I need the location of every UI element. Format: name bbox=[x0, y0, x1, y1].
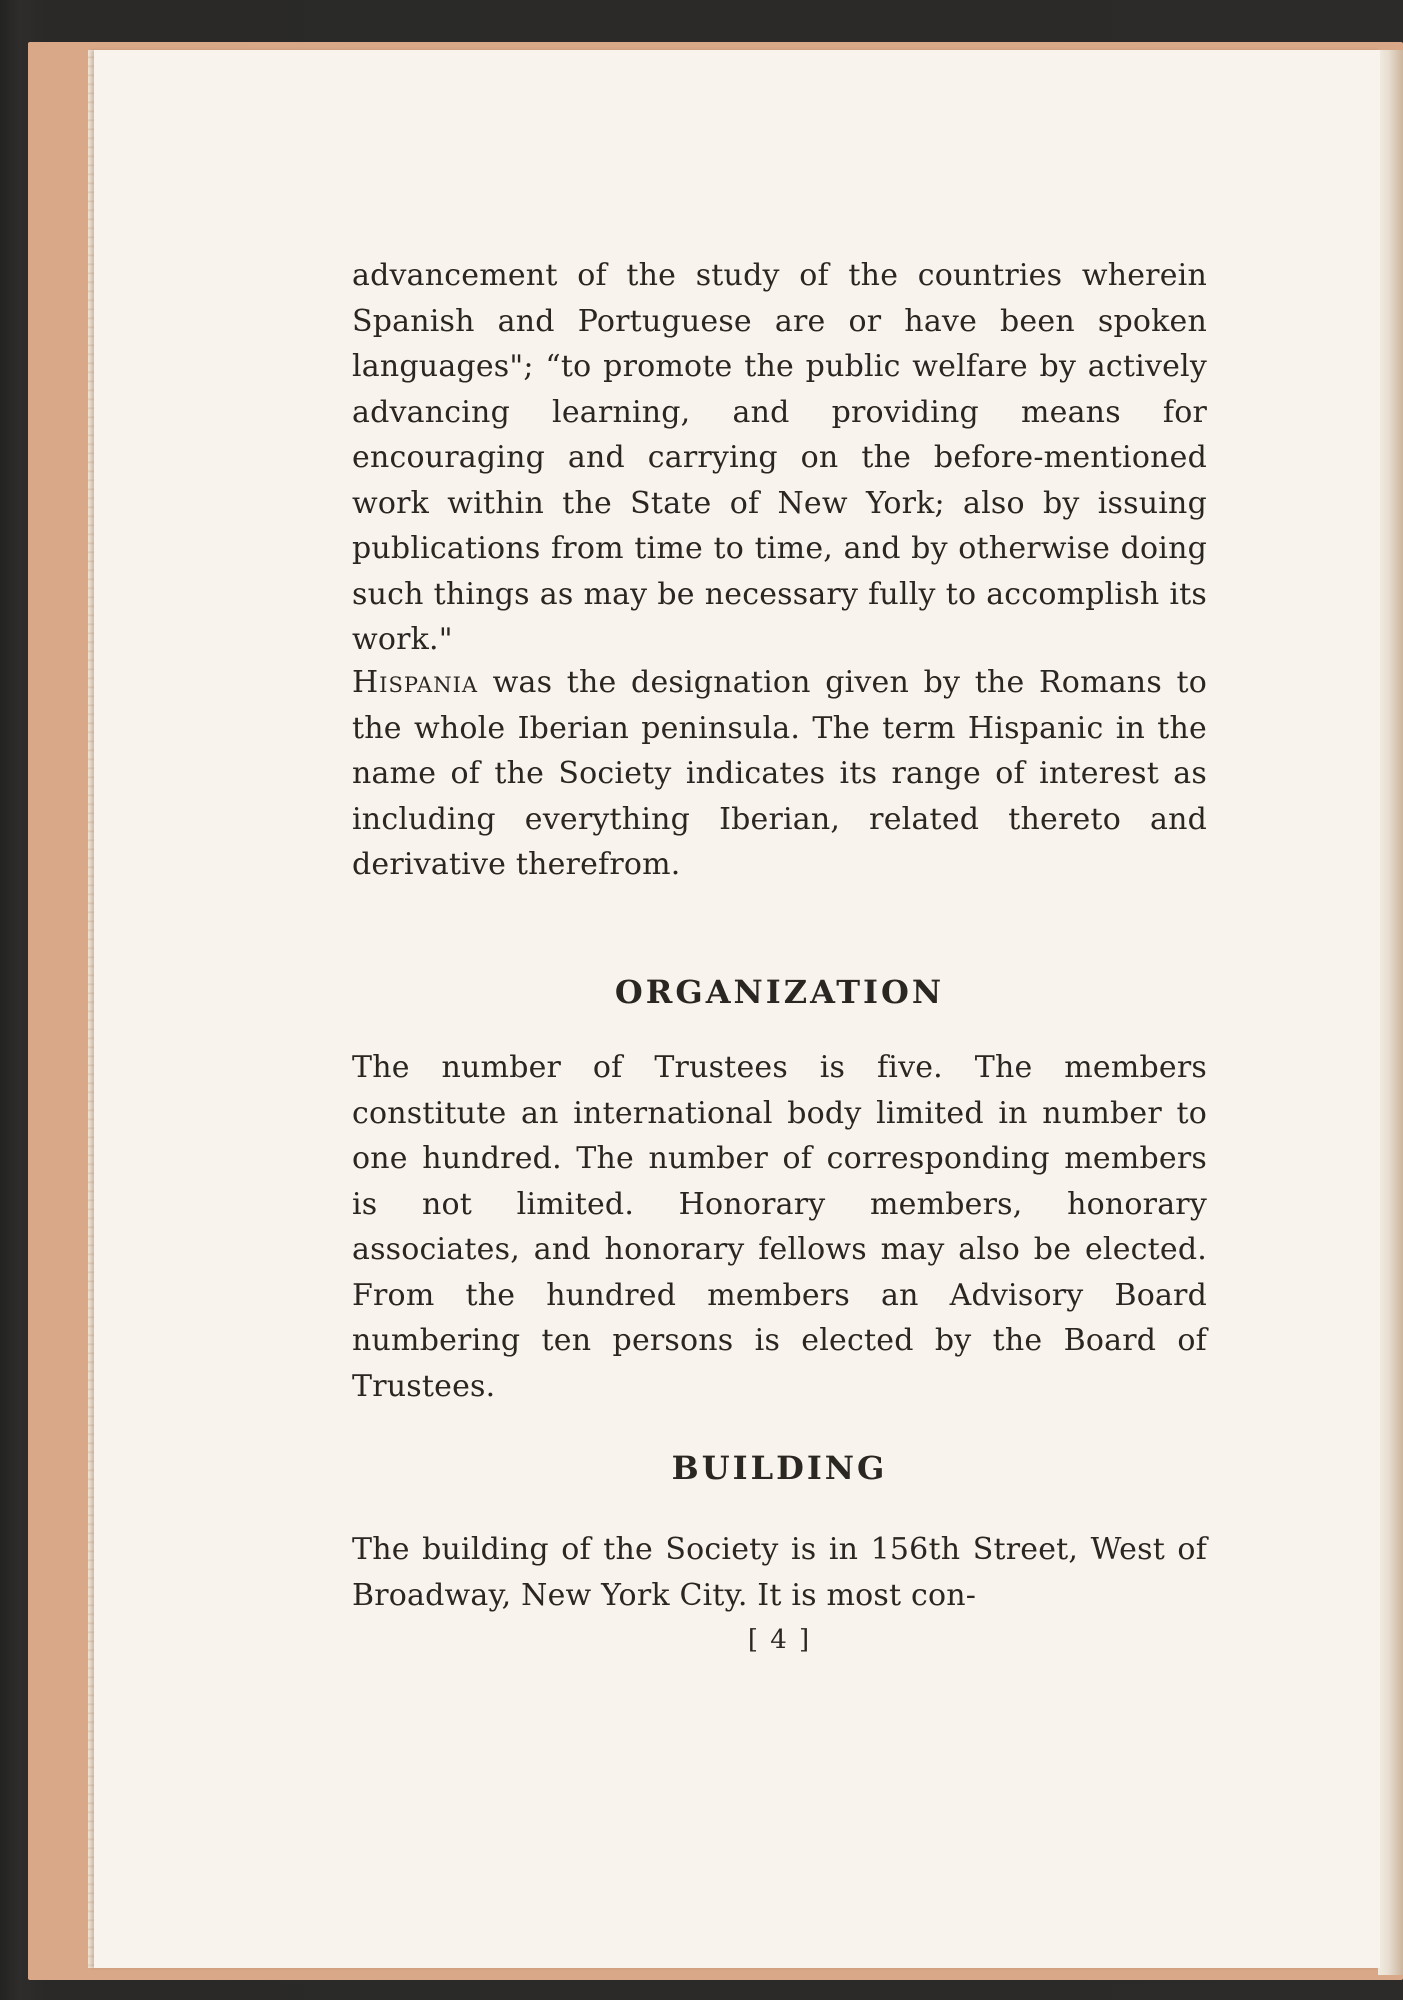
paragraph-hispania bbox=[352, 660, 1207, 888]
paragraph-purpose-continued: advancement of the study of the countries wherein Spanish and Portuguese are or have been spoken languages"; “to promote the public welfare by actively advancing learning, and providing means for encouraging and carrying on the before-mentioned work within the State of New York; also by issuing publications from time to time, and by otherwise doing such things as may be necessary fully to accomplish its work." bbox=[352, 258, 1207, 657]
heading-building: BUILDING bbox=[671, 1449, 888, 1487]
paragraph-hispania-lead: Hispania bbox=[352, 665, 479, 700]
paragraph-organization: The number of Trustees is five. The members constitute an international body limited in number to one hundred. The number of corresponding members is not limited. Honorary members, honorary associates, and honorary fellows may also be elected. From the hundred members an Advisory Board numbering ten persons is elected by the Board of Trustees. bbox=[352, 1050, 1207, 1404]
heading-organization: ORGANIZATION bbox=[614, 973, 945, 1011]
paragraph-building: The building of the Society is in 156th Street, West of Broadway, New York City. It is most con- bbox=[352, 1532, 1207, 1613]
facing-page-edge bbox=[1378, 50, 1403, 1975]
page-number: [ 4 ] bbox=[747, 1625, 812, 1655]
paragraph-hispania-body: was the designation given by the Romans to the whole Iberian peninsula. The term Hispanic in the name of the Society indicates its range of interest as including everything Iberian, related thereto and derivative therefrom. bbox=[352, 665, 1207, 882]
